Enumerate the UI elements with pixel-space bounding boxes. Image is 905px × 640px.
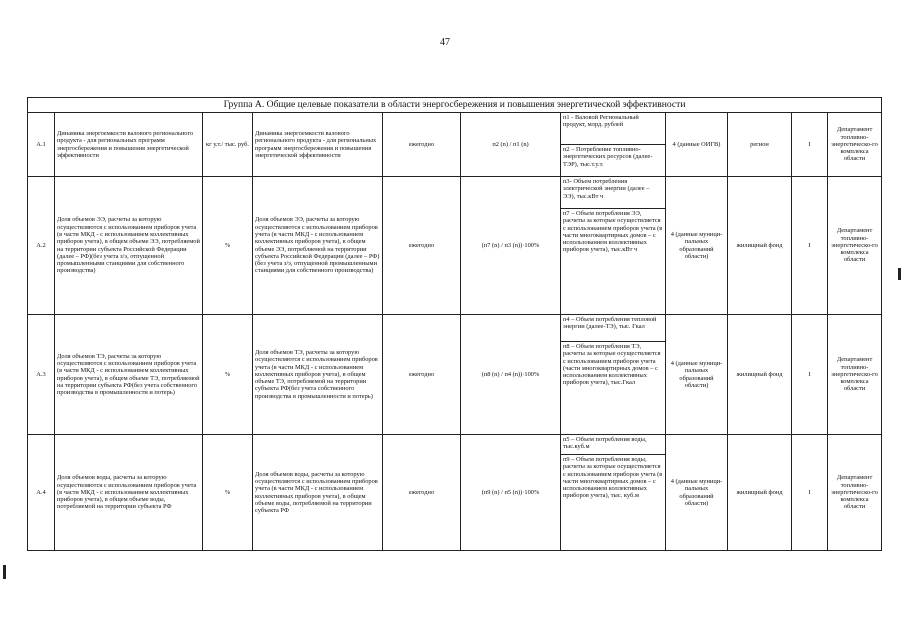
responsible: Департамент топливно-энергетическо-го комплекса области — [828, 315, 882, 435]
base-indicator: п7 – Объем потребления ЭЭ, расчеты за которые осуществляется с использованием приборов учета (в части многоквартирных домов – с использованием коллективных приборов учета), тыс.кВт ч — [561, 208, 665, 314]
indicator-type: I — [792, 315, 828, 435]
data-source: 4 (данные муници-пальных образований области) — [666, 315, 728, 435]
scan-mark-left — [3, 565, 6, 579]
indicator-name: Динамика энергоемкости валового регионального продукта - для региональных программ энергосбережения и повышения энергетической эффективности — [55, 113, 203, 177]
base-indicators — [561, 315, 666, 435]
periodicity: ежегодно — [383, 435, 461, 551]
data-source: 4 (данные ОИГВ) — [666, 113, 728, 177]
formula: (п9 (n) / п5 (n))·100% — [461, 435, 561, 551]
formula: (п7 (n) / п3 (n))·100% — [461, 177, 561, 315]
data-source: 4 (данные муници-пальных образований области) — [666, 435, 728, 551]
group-header-row — [28, 98, 882, 113]
base-indicator: п4 – Объем потребления тепловой энергии (далее-ТЭ), тыс. Гкал — [563, 316, 657, 331]
base-indicator: п9 – Объем потребления воды, расчеты за которые осуществляется с использованием приборов учета (в части многоквартирных домов – с использованием коллективных приборов учета), тыс. куб.м — [561, 454, 665, 550]
unit: кг у.т./ тыс. руб. — [203, 113, 253, 177]
indicator-type: I — [792, 435, 828, 551]
row-number: A.4 — [28, 435, 55, 551]
periodicity: ежегодно — [383, 315, 461, 435]
periodicity: ежегодно — [383, 177, 461, 315]
periodicity: ежегодно — [383, 113, 461, 177]
base-indicators — [561, 435, 666, 551]
base-indicator: п1 - Валовой Региональный продукт, млрд. рублей — [563, 114, 639, 129]
responsible: Департамент топливно-энергетическо-го комплекса области — [828, 435, 882, 551]
responsible: Департамент топливно-энергетическо-го комплекса области — [828, 113, 882, 177]
base-indicator: п3- Объем потребления электрической энергии (далее – ЭЭ), тыс.кВт ч — [563, 178, 650, 200]
indicator-type: I — [792, 113, 828, 177]
indicator-definition: Доля объемов воды, расчеты за которую осуществляются с использованием приборов учета (в части МКД - с использованием коллективных приборов учета), в общем объеме воды, потребляемой на территории субъекта РФ — [253, 435, 383, 551]
indicator-name: Доля объемов ТЭ, расчеты за которую осуществляются с использованием приборов учета (в части МКД - с использованием коллективных приборов учета), в общем объеме ТЭ, потребляемой на территории субъекта РФ(без учета собственного производства в промышленности и потерь) — [55, 315, 203, 435]
scope: регион — [728, 113, 792, 177]
base-indicators — [561, 177, 666, 315]
base-indicator: п2 – Потребление топливно-энергетических ресурсов (далее-ТЭР), тыс.т.у.т. — [561, 144, 665, 176]
indicator-definition: Доля объемов ТЭ, расчеты за которую осуществляются с использованием приборов учета (в части МКД - с использованием коллективных приборов учета), в общем объеме ТЭ, потребляемой на территории субъекта РФ(без учета собственного производства в промышленности и потерь) — [253, 315, 383, 435]
table-row — [28, 435, 882, 551]
unit: % — [203, 435, 253, 551]
formula: (п8 (n) / п4 (n))·100% — [461, 315, 561, 435]
row-number: A.1 — [28, 113, 55, 177]
row-number: A.3 — [28, 315, 55, 435]
unit: % — [203, 315, 253, 435]
table-row — [28, 113, 882, 177]
indicator-name: Доля объемов ЭЭ, расчеты за которую осуществляются с использованием приборов учета (в части МКД - с использованием коллективных приборов учета), в общем объеме ЭЭ, потребляемой на территории субъекта Российской Федерации (далее – РФ)(без учета з/э, отпущенной промышленными станциями для собственного производства) — [55, 177, 203, 315]
indicator-type: I — [792, 177, 828, 315]
table-row — [28, 177, 882, 315]
responsible: Департамент топливно-энергетическо-го комплекса области — [828, 177, 882, 315]
unit: % — [203, 177, 253, 315]
group-title: Группа А. Общие целевые показатели в области энергосбережения и повышения энергетической эффективности — [28, 98, 882, 113]
scope: жилищный фонд — [728, 315, 792, 435]
indicator-name: Доля объемов воды, расчеты за которую осуществляются с использованием приборов учета (в части МКД - с использованием коллективных приборов учета), в общем объеме воды, потребляемой на территории субъекта РФ — [55, 435, 203, 551]
base-indicator: п8 – Объем потребления ТЭ, расчеты за которые осуществляется с использованием приборов учета (части многоквартирных домов – с использованием коллективных приборов учета), тыс.Гкал — [561, 341, 665, 434]
page-number: 47 — [440, 37, 450, 48]
scan-mark-right — [898, 268, 901, 280]
scope: жилищный фонд — [728, 435, 792, 551]
base-indicators — [561, 113, 666, 177]
table-row — [28, 315, 882, 435]
indicator-definition: Доля объемов ЭЭ, расчеты за которую осуществляются с использованием приборов учета (в части МКД - с использованием коллективных приборов учета), в общем объеме ЭЭ, потребляемой на территории субъекта Российской Федерации (далее – РФ)(без учета з/э, отпущенной промышленными станциями для собственного производства) — [253, 177, 383, 315]
formula: п2 (n) / п1 (n) — [461, 113, 561, 177]
scope: жилищный фонд — [728, 177, 792, 315]
indicators-table — [27, 97, 882, 551]
indicator-definition: Динамика энергоемкости валового регионального продукта - для региональных программ энергосбережения и повышения энергетической эффективности — [253, 113, 383, 177]
row-number: A.2 — [28, 177, 55, 315]
base-indicator: п5 – Объем потребления воды, тыс.куб.м — [563, 436, 647, 451]
data-source: 4 (данные муници-пальных образований области) — [666, 177, 728, 315]
